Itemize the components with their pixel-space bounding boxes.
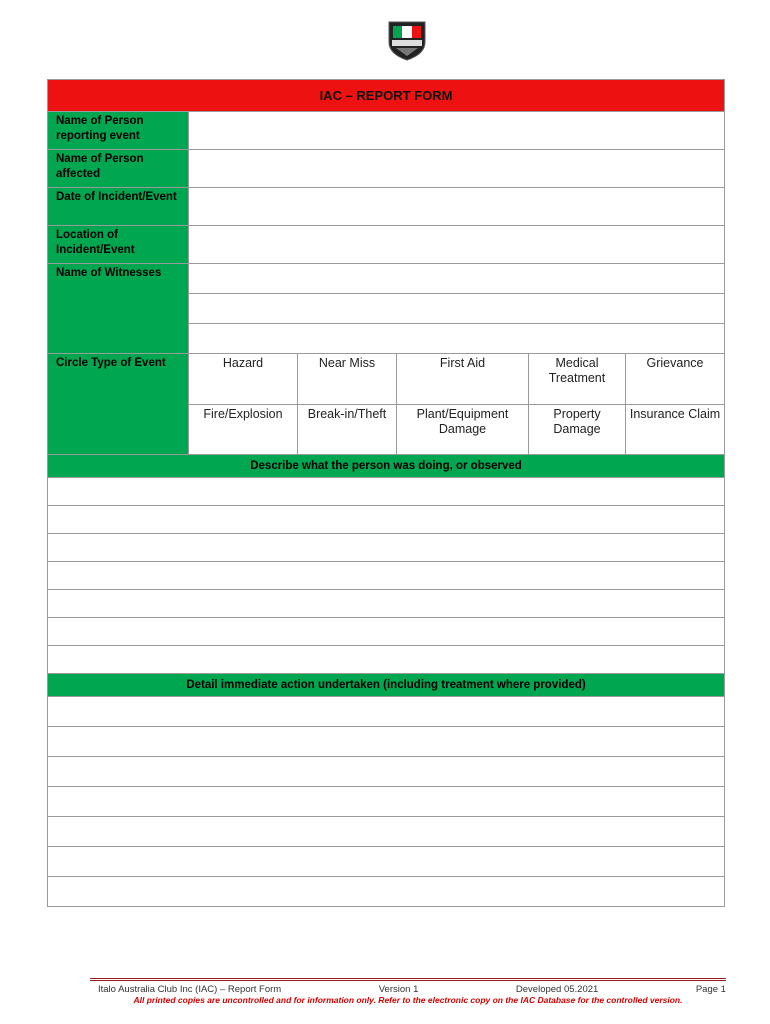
field-label-witnesses: Name of Witnesses	[48, 264, 189, 354]
footer-version: Version 1	[378, 984, 419, 995]
footer-info-row	[90, 981, 726, 995]
event-option-medical-treatment[interactable]: Medical Treatment	[529, 354, 626, 405]
event-option-property-damage[interactable]: Property Damage	[529, 405, 626, 455]
footer-org: Italo Australia Club Inc (IAC) – Report Form	[98, 984, 282, 995]
section-describe-heading: Describe what the person was doing, or observed	[48, 455, 725, 478]
field-label-affected: Name of Person affected	[48, 150, 189, 188]
section-action-heading: Detail immediate action undertaken (including treatment where provided)	[48, 674, 725, 697]
field-label-location: Location of Incident/Event	[48, 226, 189, 264]
event-option-insurance-claim[interactable]: Insurance Claim	[626, 405, 725, 455]
footer-developed: Developed 05.2021	[515, 984, 599, 995]
field-input-location[interactable]	[189, 226, 725, 264]
club-logo-icon	[384, 16, 430, 62]
field-input-date[interactable]	[189, 188, 725, 226]
action-line-6[interactable]	[48, 847, 725, 877]
event-option-near-miss[interactable]: Near Miss	[298, 354, 397, 405]
field-label-date: Date of Incident/Event	[48, 188, 189, 226]
witness-line-1[interactable]	[189, 264, 725, 294]
event-option-plant-equipment-damage[interactable]: Plant/Equipment Damage	[397, 405, 529, 455]
field-label-reporter: Name of Person reporting event	[48, 112, 189, 150]
event-type-label: Circle Type of Event	[48, 354, 189, 455]
page-footer	[90, 978, 726, 1006]
action-line-4[interactable]	[48, 787, 725, 817]
describe-line-1[interactable]	[48, 478, 725, 506]
describe-line-7[interactable]	[48, 646, 725, 674]
action-line-7[interactable]	[48, 877, 725, 907]
describe-line-4[interactable]	[48, 562, 725, 590]
report-form-table	[47, 79, 725, 907]
witness-line-3[interactable]	[189, 324, 725, 354]
footer-control-note: All printed copies are uncontrolled and for information only. Refer to the electronic copy on the IAC Database for the controlled version.	[133, 995, 683, 1005]
event-option-first-aid[interactable]: First Aid	[397, 354, 529, 405]
field-input-affected[interactable]	[189, 150, 725, 188]
action-line-5[interactable]	[48, 817, 725, 847]
event-option-fire-explosion[interactable]: Fire/Explosion	[189, 405, 298, 455]
describe-line-5[interactable]	[48, 590, 725, 618]
witness-line-2[interactable]	[189, 294, 725, 324]
field-input-reporter[interactable]	[189, 112, 725, 150]
describe-line-6[interactable]	[48, 618, 725, 646]
event-option-hazard[interactable]: Hazard	[189, 354, 298, 405]
footer-page: Page 1	[695, 984, 726, 995]
event-option-grievance[interactable]: Grievance	[626, 354, 725, 405]
form-title: IAC – REPORT FORM	[48, 80, 725, 112]
action-line-1[interactable]	[48, 697, 725, 727]
action-line-3[interactable]	[48, 757, 725, 787]
action-line-2[interactable]	[48, 727, 725, 757]
event-option-break-in-theft[interactable]: Break-in/Theft	[298, 405, 397, 455]
describe-line-2[interactable]	[48, 506, 725, 534]
describe-line-3[interactable]	[48, 534, 725, 562]
